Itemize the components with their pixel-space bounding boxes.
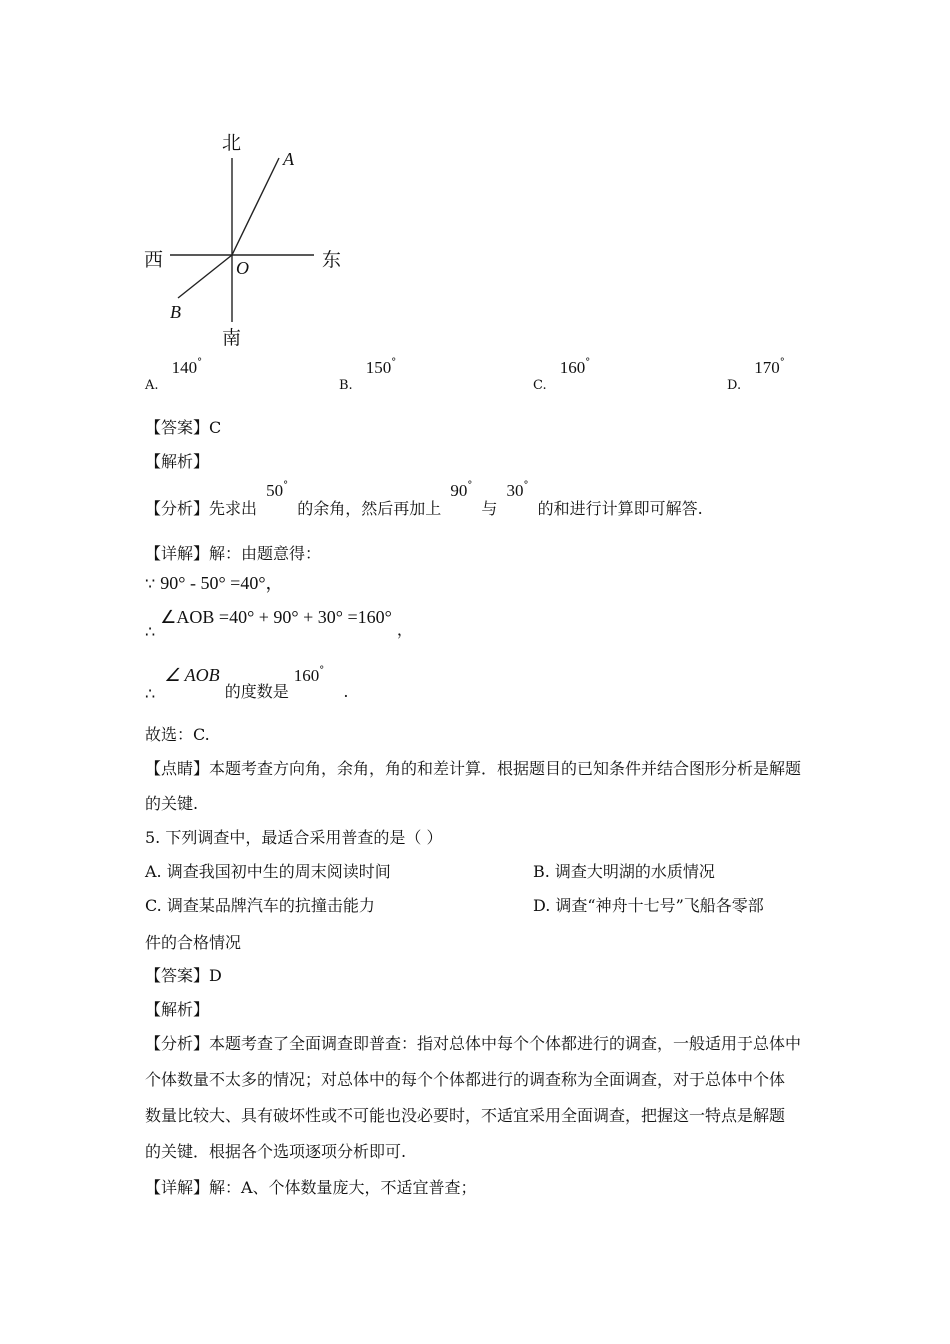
q4-option-b (339, 357, 397, 393)
fenxi-text: 的和进行计算即可解答. (537, 499, 703, 518)
period: . (343, 682, 349, 701)
q4-therefore-line-2 (145, 665, 349, 703)
label-point-b: B (170, 302, 181, 322)
label-west: 西 (144, 249, 164, 271)
option-letter: D. (727, 378, 742, 393)
option-value: 140 (171, 358, 198, 377)
degree-sign: ° (319, 665, 325, 676)
deg-50: 50 (266, 481, 284, 500)
label-south: 南 (222, 327, 242, 349)
therefore-symbol: ∴ (145, 684, 156, 703)
q5-fenxi-1: 【分析】本题考查了全面调查即普查：指对总体中每个个体都进行的调查，一般适用于总体中 (145, 1034, 802, 1053)
degree-sign: ° (467, 480, 473, 491)
degree-sign: ° (523, 480, 529, 491)
option-letter: A. (145, 378, 159, 393)
q5-fenxi-4: 的关键．根据各个选项逐项分析即可. (145, 1142, 407, 1161)
option-value: 150 (365, 358, 392, 377)
therefore-comma: ， (396, 620, 413, 639)
q4-therefore-line-1 (145, 607, 413, 641)
label-east: 东 (322, 249, 342, 271)
degree-sign: ° (585, 357, 591, 368)
q4-xiangjie: 【详解】解：由题意得： (145, 544, 322, 563)
q5-analysis-title: 【解析】 (145, 1000, 210, 1019)
q4-option-c (533, 357, 591, 393)
angle-aob: ∠ AOB (164, 665, 220, 685)
fenxi-text: 的余角，然后再加上 (297, 499, 442, 518)
q4-answer: 【答案】C (145, 418, 222, 437)
label-point-o: O (236, 258, 249, 278)
therefore-text: 的度数是 (224, 682, 289, 701)
deg-160: 160 (293, 666, 320, 685)
option-letter: C. (533, 378, 547, 393)
q4-option-d (727, 357, 785, 393)
ray-ob (178, 255, 232, 298)
option-letter: B. (339, 378, 353, 393)
q4-analysis-title: 【解析】 (145, 452, 210, 471)
q5-fenxi-3: 数量比较大、具有破坏性或不可能也没必要时，不适宜采用全面调查，把握这一特点是解题 (145, 1106, 786, 1125)
q5-option-d: D. 调查“神舟十七号”飞船各零部 (533, 896, 764, 915)
q5-option-b: B. 调查大明湖的水质情况 (533, 862, 715, 881)
deg-90: 90 (450, 481, 468, 500)
q5-answer: 【答案】D (145, 966, 222, 985)
degree-sign: ° (391, 357, 397, 368)
q4-because-line (145, 574, 284, 592)
q4-option-a (145, 357, 203, 393)
therefore-equation: ∠AOB =40° + 90° + 30° =160° (160, 607, 392, 627)
ray-oa (232, 158, 279, 255)
direction-figure (0, 0, 950, 360)
q4-fenxi (145, 480, 703, 518)
degree-sign: ° (197, 357, 203, 368)
deg-30: 30 (506, 481, 524, 500)
q5-option-c: C. 调查某品牌汽车的抗撞击能力 (145, 896, 375, 915)
degree-sign: ° (779, 357, 785, 368)
q5-fenxi-2: 个体数量不太多的情况；对总体中的每个个体都进行的调查称为全面调查，对于总体中个体 (145, 1070, 786, 1089)
option-value: 170 (754, 358, 780, 377)
label-point-a: A (283, 149, 294, 169)
q5-option-a: A. 调查我国初中生的周末阅读时间 (145, 862, 391, 881)
option-value: 160 (559, 358, 586, 377)
fenxi-text: 【分析】先求出 (145, 499, 258, 518)
fenxi-text: 与 (481, 499, 498, 518)
because-symbol: ∵ (145, 574, 156, 593)
q4-choose: 故选：C. (145, 725, 210, 744)
q5-xiangjie: 【详解】解：A、个体数量庞大，不适宜普查； (145, 1178, 477, 1197)
q4-dianjing-2: 的关键. (145, 794, 199, 813)
therefore-symbol: ∴ (145, 622, 156, 641)
q4-dianjing-1: 【点睛】本题考查方向角，余角，角的和差计算．根据题目的已知条件并结合图形分析是解题 (145, 759, 802, 778)
because-equation: 90° - 50° =40°， (160, 573, 284, 593)
degree-sign: ° (283, 480, 289, 491)
q5-stem: 5. 下列调查中，最适合采用普查的是（ ） (145, 828, 443, 847)
q5-option-d-cont: 件的合格情况 (145, 933, 242, 952)
label-north: 北 (222, 132, 242, 154)
